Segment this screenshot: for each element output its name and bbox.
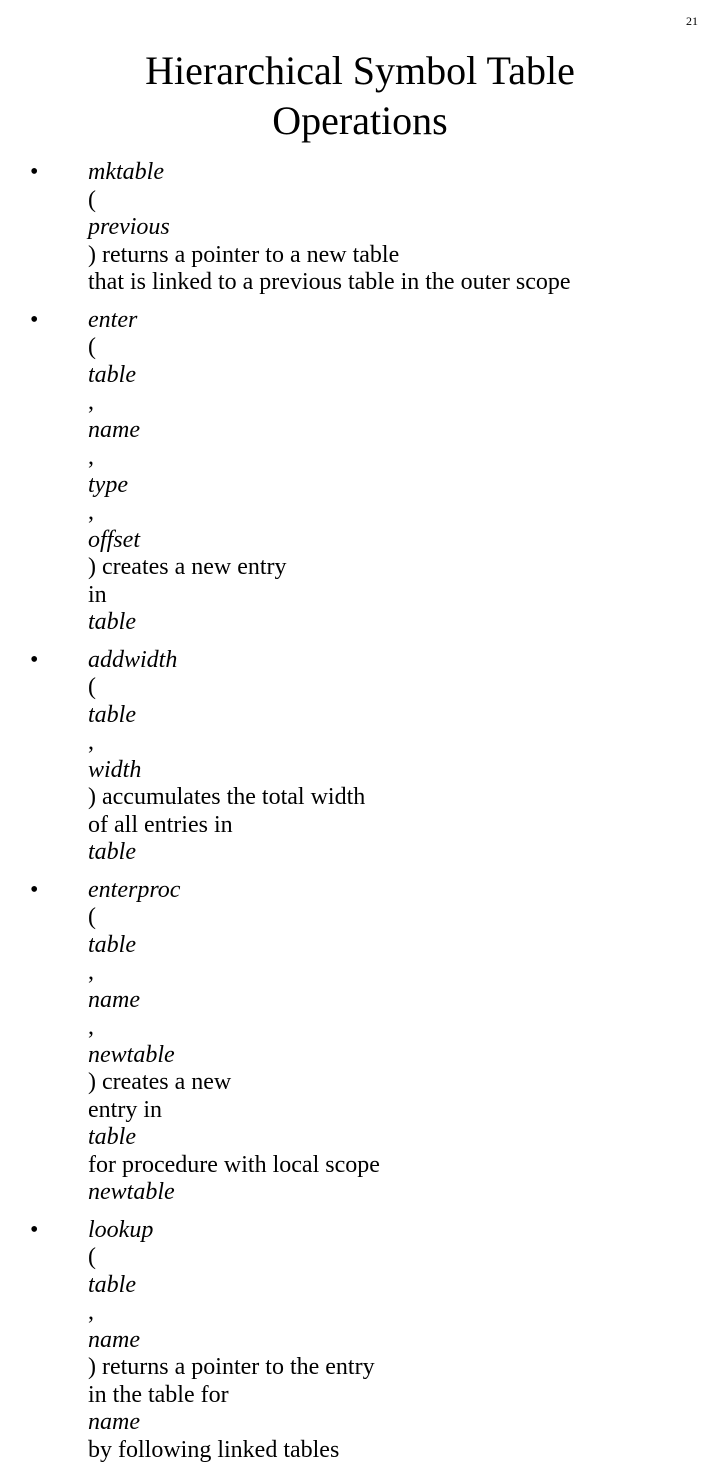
italic-term: newtable: [88, 1179, 175, 1205]
bullet-text: [88, 1217, 690, 1465]
text-run: ) creates a new: [88, 1069, 232, 1095]
italic-term: previous: [88, 214, 170, 240]
text-run: ,: [88, 959, 94, 985]
italic-term: name: [88, 1409, 140, 1435]
text-run: for procedure with local scope: [88, 1151, 380, 1178]
text-run: ,: [88, 499, 94, 525]
italic-term: table: [88, 701, 136, 728]
bullet-dot-icon: •: [30, 1216, 39, 1243]
italic-term: lookup: [88, 1216, 154, 1243]
text-run: ,: [88, 729, 94, 755]
bullet-line: [88, 1097, 690, 1180]
slide-title: [0, 46, 720, 146]
italic-term: name: [88, 986, 140, 1013]
italic-term: newtable: [88, 1041, 175, 1068]
page-number: 21: [686, 14, 698, 28]
text-run: ) accumulates the total width: [88, 784, 366, 810]
bullet-line: [88, 1382, 690, 1465]
italic-term: table: [88, 931, 136, 958]
bullet-line: [88, 159, 690, 269]
bullet-line: [88, 307, 690, 582]
bullet-line: [88, 582, 690, 637]
italic-term: width: [88, 756, 142, 783]
italic-term: table: [88, 839, 136, 865]
italic-term: type: [88, 471, 128, 498]
italic-term: name: [88, 1326, 140, 1353]
bullet-text: [88, 647, 690, 867]
text-run: (: [88, 674, 96, 700]
text-run: ,: [88, 389, 94, 415]
text-run: (: [88, 904, 96, 930]
text-run: (: [88, 186, 96, 213]
bullet-text: [88, 877, 690, 1207]
bullet-item: [30, 877, 690, 1207]
bullet-item: [30, 1217, 690, 1465]
text-run: ,: [88, 1014, 94, 1040]
bullet-line: [88, 647, 690, 812]
text-run: ) returns a pointer to a new table: [88, 241, 400, 268]
bullet-line: [88, 269, 690, 297]
text-run: ,: [88, 444, 94, 470]
bullet-text: [88, 159, 690, 297]
text-run: ) creates a new entry: [88, 554, 287, 580]
italic-term: table: [88, 361, 136, 388]
bullet-line: [88, 1179, 690, 1207]
text-run: (: [88, 1244, 96, 1270]
text-run: entry in: [88, 1096, 162, 1123]
italic-term: table: [88, 609, 136, 635]
italic-term: table: [88, 1124, 136, 1150]
bullet-dot-icon: •: [30, 876, 39, 903]
italic-term: table: [88, 1271, 136, 1298]
bullet-dot-icon: •: [30, 646, 39, 673]
italic-term: addwidth: [88, 646, 178, 673]
bullet-line: [88, 1217, 690, 1382]
italic-term: mktable: [88, 159, 164, 185]
text-run: (: [88, 334, 96, 360]
slide-title-line: Hierarchical Symbol Table: [145, 48, 575, 93]
bullet-list: [30, 159, 690, 1474]
text-run: ) returns a pointer to the entry: [88, 1354, 375, 1380]
bullet-item: [30, 647, 690, 867]
bullet-item: [30, 307, 690, 637]
text-run: ,: [88, 1299, 94, 1325]
text-run: in: [88, 581, 107, 608]
text-run: by following linked tables: [88, 1436, 340, 1463]
bullet-dot-icon: •: [30, 159, 39, 185]
italic-term: enter: [88, 306, 138, 333]
bullet-dot-icon: •: [30, 306, 39, 333]
text-run: in the table for: [88, 1381, 229, 1408]
italic-term: offset: [88, 526, 140, 553]
bullet-item: [30, 159, 690, 297]
bullet-line: [88, 812, 690, 867]
text-run: of all entries in: [88, 811, 233, 838]
text-run: that is linked to a previous table in the outer scope: [88, 269, 571, 295]
bullet-text: [88, 307, 690, 637]
italic-term: name: [88, 416, 140, 443]
slide-title-line: Operations: [272, 98, 448, 143]
italic-term: enterproc: [88, 876, 181, 903]
bullet-line: [88, 877, 690, 1097]
